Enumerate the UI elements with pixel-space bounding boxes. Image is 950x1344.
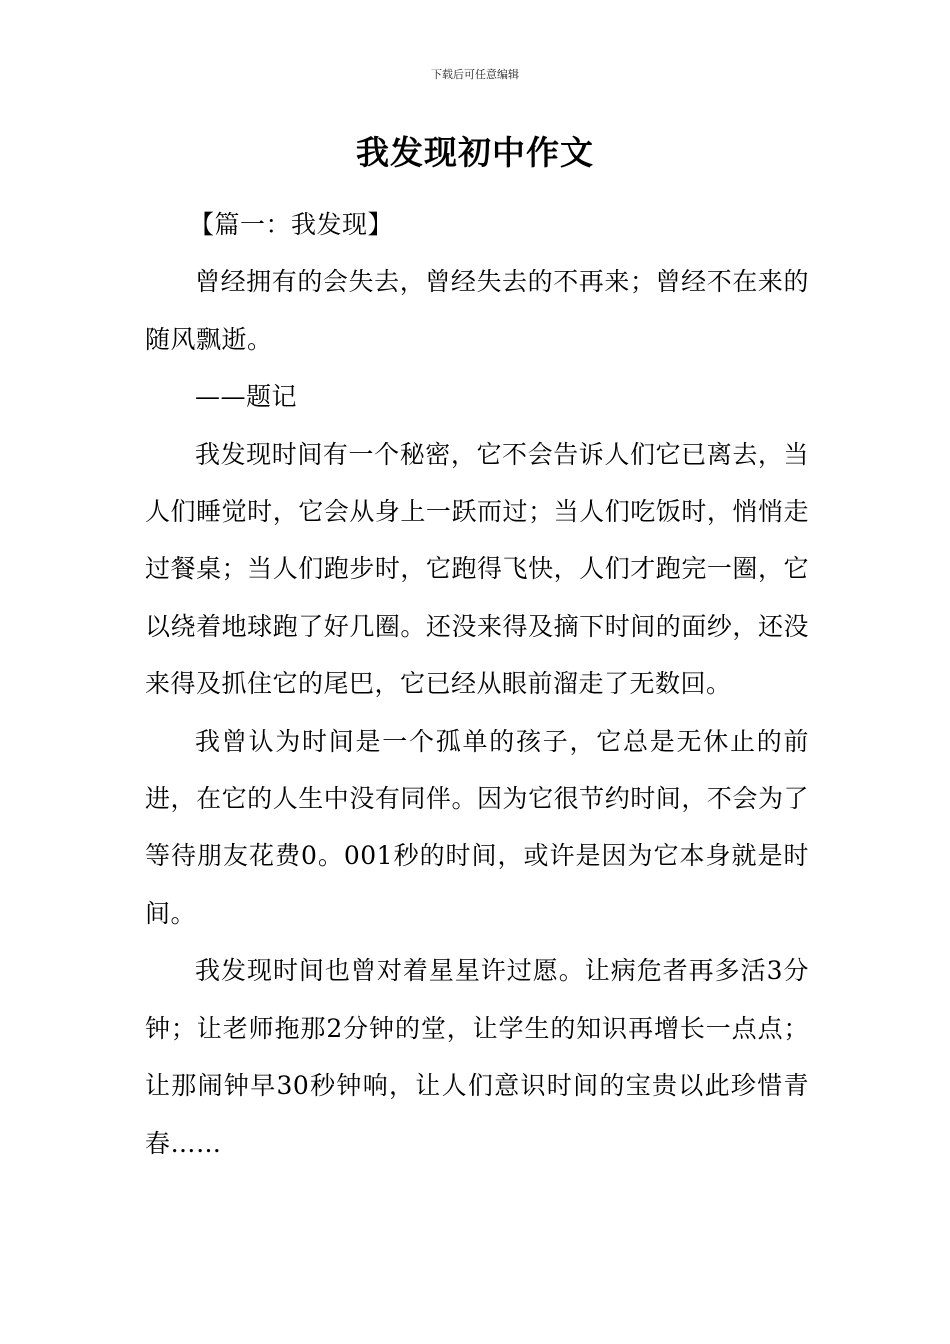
body-paragraph: 我曾认为时间是一个孤单的孩子，它总是无休止的前进，在它的人生中没有同伴。因为它很节约时间，不会为了等待朋友花费0。001秒的时间，或许是因为它本身就是时间。 — [145, 726, 809, 928]
epigraph-paragraph: 曾经拥有的会失去，曾经失去的不再来；曾经不在来的随风飘逝。 — [145, 267, 809, 354]
body-paragraph: 我发现时间有一个秘密，它不会告诉人们它已离去，当人们睡觉时，它会从身上一跃而过；当人们吃饭时，悄悄走过餐桌；当人们跑步时，它跑得飞快，人们才跑完一圈，它以绕着地球跑了好几圈。还没来得及摘下时间的面纱，还没来得及抓住它的尾巴，它已经从眼前溜走了无数回。 — [145, 439, 809, 699]
document-body — [145, 196, 809, 1172]
document-title: 我发现初中作文 — [356, 133, 594, 172]
section-heading: 【篇一：我发现】 — [189, 210, 394, 239]
body-paragraph: 我发现时间也曾对着星星许过愿。让病危者再多活3分钟；让老师拖那2分钟的堂，让学生的知识再增长一点点；让那闹钟早30秒钟响，让人们意识时间的宝贵以此珍惜青春…… — [145, 956, 809, 1158]
epigraph-attribution: ——题记 — [195, 382, 298, 412]
header-note: 下载后可任意编辑 — [431, 68, 519, 81]
